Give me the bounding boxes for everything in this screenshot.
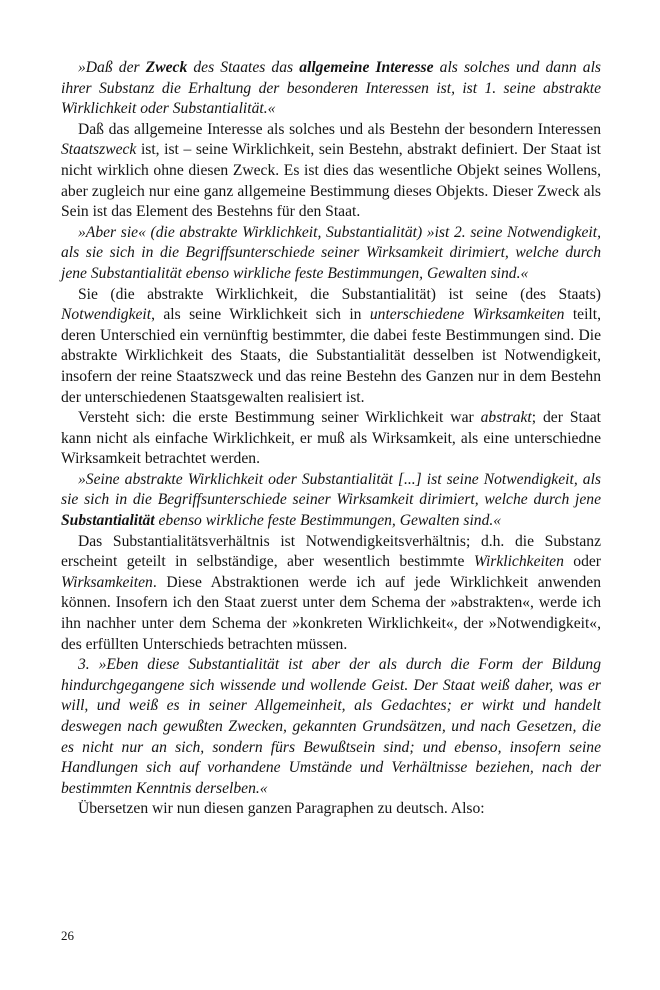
- text-run: »Seine abstrakte Wirklichkeit oder Substantialität [...] ist seine Notwendigkeit, als sie sich in die Begriffsunterschiede seiner Wirksamkeit dirimiert, welche durch jene: [61, 470, 601, 509]
- text-run: oder: [563, 553, 602, 571]
- text-run: , als seine Wirklichkeit sich in: [151, 306, 370, 324]
- text-run: Daß das allgemeine Interesse als solches und als Bestehn der besondern Interessen: [78, 120, 601, 138]
- text-run: allgemeine Interesse: [299, 59, 434, 76]
- paragraph: [61, 799, 601, 820]
- text-run: Das Substantialitätsverhältnis ist Notwendigkeitsverhältnis; d.h. die Substanz erscheint geteilt in selbständige, aber wesentlich bestimmte: [61, 532, 601, 571]
- paragraph: [61, 470, 601, 532]
- text-run: . Diese Abstraktionen werde ich auf jede Wirklichkeit anwenden können. Insofern ich den Staat zuerst unter dem Schema der »abstrakten«, werde ich ihn nachher unter dem Schema der »konkreten Wirklichkeit«, der »Notwendigkeit«, des erfüllten Unterschieds betrachten müssen.: [61, 573, 601, 653]
- text-run: unterschiedene Wirksamkeiten: [369, 306, 565, 324]
- text-run: Notwendigkeit: [61, 306, 152, 324]
- text-run: teilt, deren Unterschied ein vernünftig bestimmter, die dabei feste Bestimmungen sind. Die abstrakte Wirklichkeit des Staats, die Substantialität desselben ist Notwendigkeit, insofern der reine Staatszweck und das reine Bestehn des Ganzen nur in dem Bestehn der unterschiedenen Staatsgewalten realisiert ist.: [61, 306, 601, 406]
- paragraph: [61, 285, 601, 409]
- text-run: als solches und dann als ihrer Substanz die Erhaltung der besonderen Interessen ist, ist 1. seine abstrakte Wirklichkeit oder Substantialität.«: [61, 59, 601, 118]
- paragraph: [61, 655, 601, 799]
- text-run: »Daß der: [78, 59, 146, 76]
- paragraph: [61, 532, 601, 656]
- text-run: Sie (die abstrakte Wirklichkeit, die Substantialität) ist seine (des Staats): [78, 285, 601, 303]
- text-run: ; der Staat kann nicht als einfache Wirklichkeit, er muß als Wirksamkeit, als eine unterschiedne Wirksamkeit betrachtet werden.: [61, 409, 601, 468]
- text-run: 3. »Eben diese Substantialität ist aber der als durch die Form der Bildung hindurchgegangene sich wissende und wollende Geist. Der Staat weiß daher, was er will, und weiß es in seiner Allgemeinheit, als Gedachtes; er wirkt und handelt deswegen nach gewußten Zwecken, gekannten Grundsätzen, und nach Gesetzen, die es nicht nur an sich, sondern fürs Bewußtsein sind; und ebenso, insofern seine Handlungen sich auf vorhandene Umstände und Verhältnisse beziehen, nach der bestimmten Kenntnis derselben.«: [61, 656, 601, 797]
- text-run: abstrakt: [480, 409, 532, 427]
- text-run: Wirklichkeiten: [473, 553, 564, 571]
- text-run: »Aber sie« (die abstrakte Wirklichkeit, Substantialität) »ist 2. seine Notwendigkeit, als sie sich in die Begriffsunterschiede seiner Wirksamkeit dirimiert, welche durch jene Substantialität ebenso wirkliche feste Bestimmungen, Gewalten sind.«: [61, 223, 601, 282]
- page-number: 26: [61, 928, 74, 943]
- text-run: Zweck: [145, 59, 188, 76]
- text-run: Übersetzen wir nun diesen ganzen Paragraphen zu deutsch. Also:: [78, 800, 485, 818]
- text-run: Substantialität: [61, 512, 155, 530]
- text-run: ebenso wirkliche feste Bestimmungen, Gewalten sind.«: [154, 512, 502, 530]
- text-block: [61, 58, 601, 820]
- paragraph: [61, 120, 601, 223]
- text-run: ist, ist – seine Wirklichkeit, sein Bestehn, abstrakt definiert. Der Staat ist nicht wirklich ohne diesen Zweck. Es ist dies das wesentliche Objekt seines Wollens, aber zugleich nur eine ganz allgemeine Bestimmung dieses Objekts. Dieser Zweck als Sein ist das Element des Bestehns für den Staat.: [61, 141, 601, 221]
- text-run: des Staates das: [187, 59, 300, 76]
- paragraph: [61, 223, 601, 285]
- paragraph: [61, 408, 601, 470]
- text-run: Staatszweck: [61, 141, 137, 159]
- text-run: Versteht sich: die erste Bestimmung seiner Wirklichkeit war: [78, 409, 481, 427]
- text-run: Wirksamkeiten: [61, 573, 153, 591]
- paragraph: [61, 58, 601, 120]
